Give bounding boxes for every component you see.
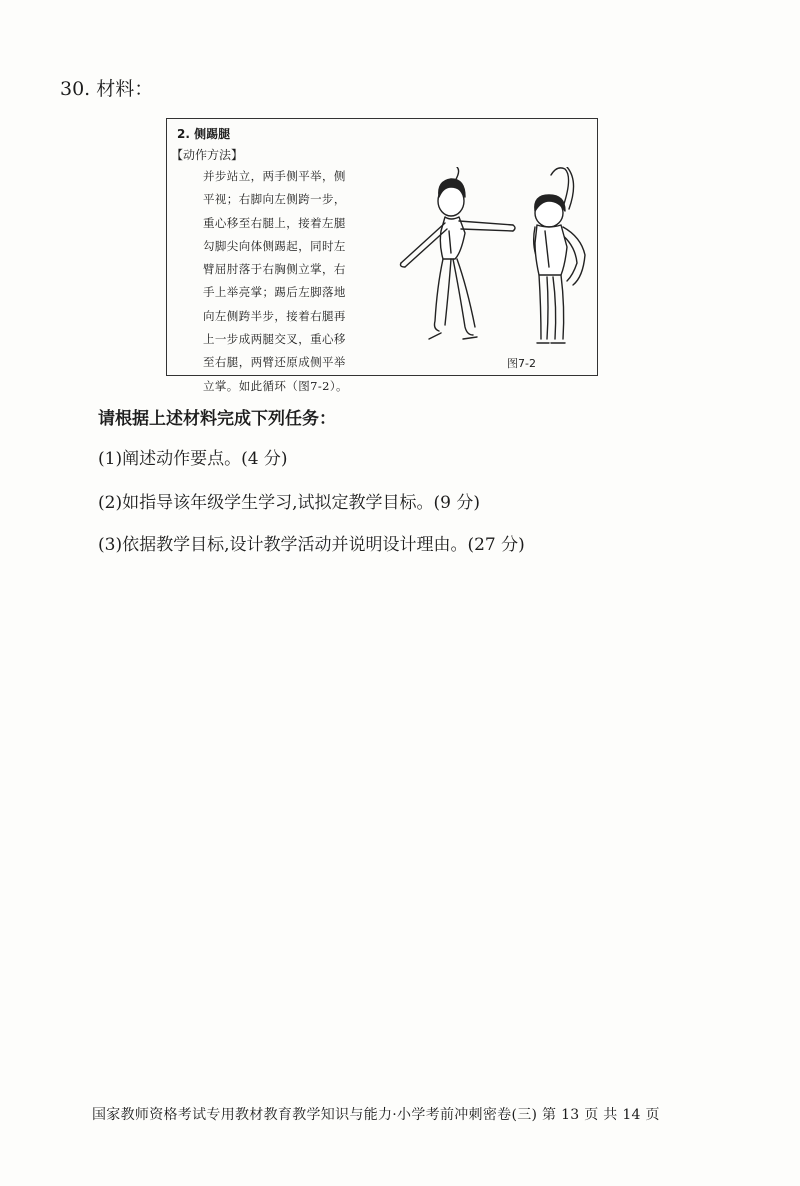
material-box — [166, 118, 598, 393]
task-instructions: 请根据上述材料完成下列任务： — [98, 409, 336, 429]
side-kick-illustration — [399, 167, 599, 352]
page-footer: 国家教师资格考试专用教材教育教学知识与能力·小学考前冲刺密卷(三) 第 13 页 共 14 页 — [92, 1107, 660, 1123]
method-line: 手上举亮掌；踢后左脚落地 — [203, 285, 346, 300]
dancer-figure-left — [401, 167, 516, 339]
method-line: 至右腿，两臂还原成侧平举 — [203, 355, 346, 370]
method-line: 平视；右脚向左侧跨一步， — [203, 192, 346, 207]
task-item: (2)如指导该年级学生学习,试拟定教学目标。(9 分) — [98, 493, 480, 513]
method-heading: 【动作方法】 — [171, 148, 244, 162]
figure-caption: 图7-2 — [507, 357, 536, 370]
method-line: 并步站立，两手侧平举，侧 — [203, 169, 346, 183]
method-text — [203, 165, 418, 398]
task-item: (1)阐述动作要点。(4 分) — [98, 449, 288, 469]
method-line: 臂屈肘落于右胸侧立掌，右 — [203, 262, 346, 277]
method-line: 重心移至右腿上，接着左腿 — [203, 215, 346, 230]
section-title: 2. 侧踢腿 — [177, 127, 231, 141]
task-item: (3)依据教学目标,设计教学活动并说明设计理由。(27 分) — [98, 535, 525, 555]
method-line: 勾脚尖向体侧踢起，同时左 — [203, 238, 346, 253]
method-line: 立掌。如此循环（图7-2）。 — [203, 378, 348, 393]
question-title: 30. 材料： — [60, 78, 154, 100]
dancer-figure-right — [534, 167, 585, 343]
method-line: 向左侧跨半步，接着右腿再 — [203, 308, 346, 323]
method-line: 上一步成两腿交叉，重心移 — [203, 332, 346, 347]
